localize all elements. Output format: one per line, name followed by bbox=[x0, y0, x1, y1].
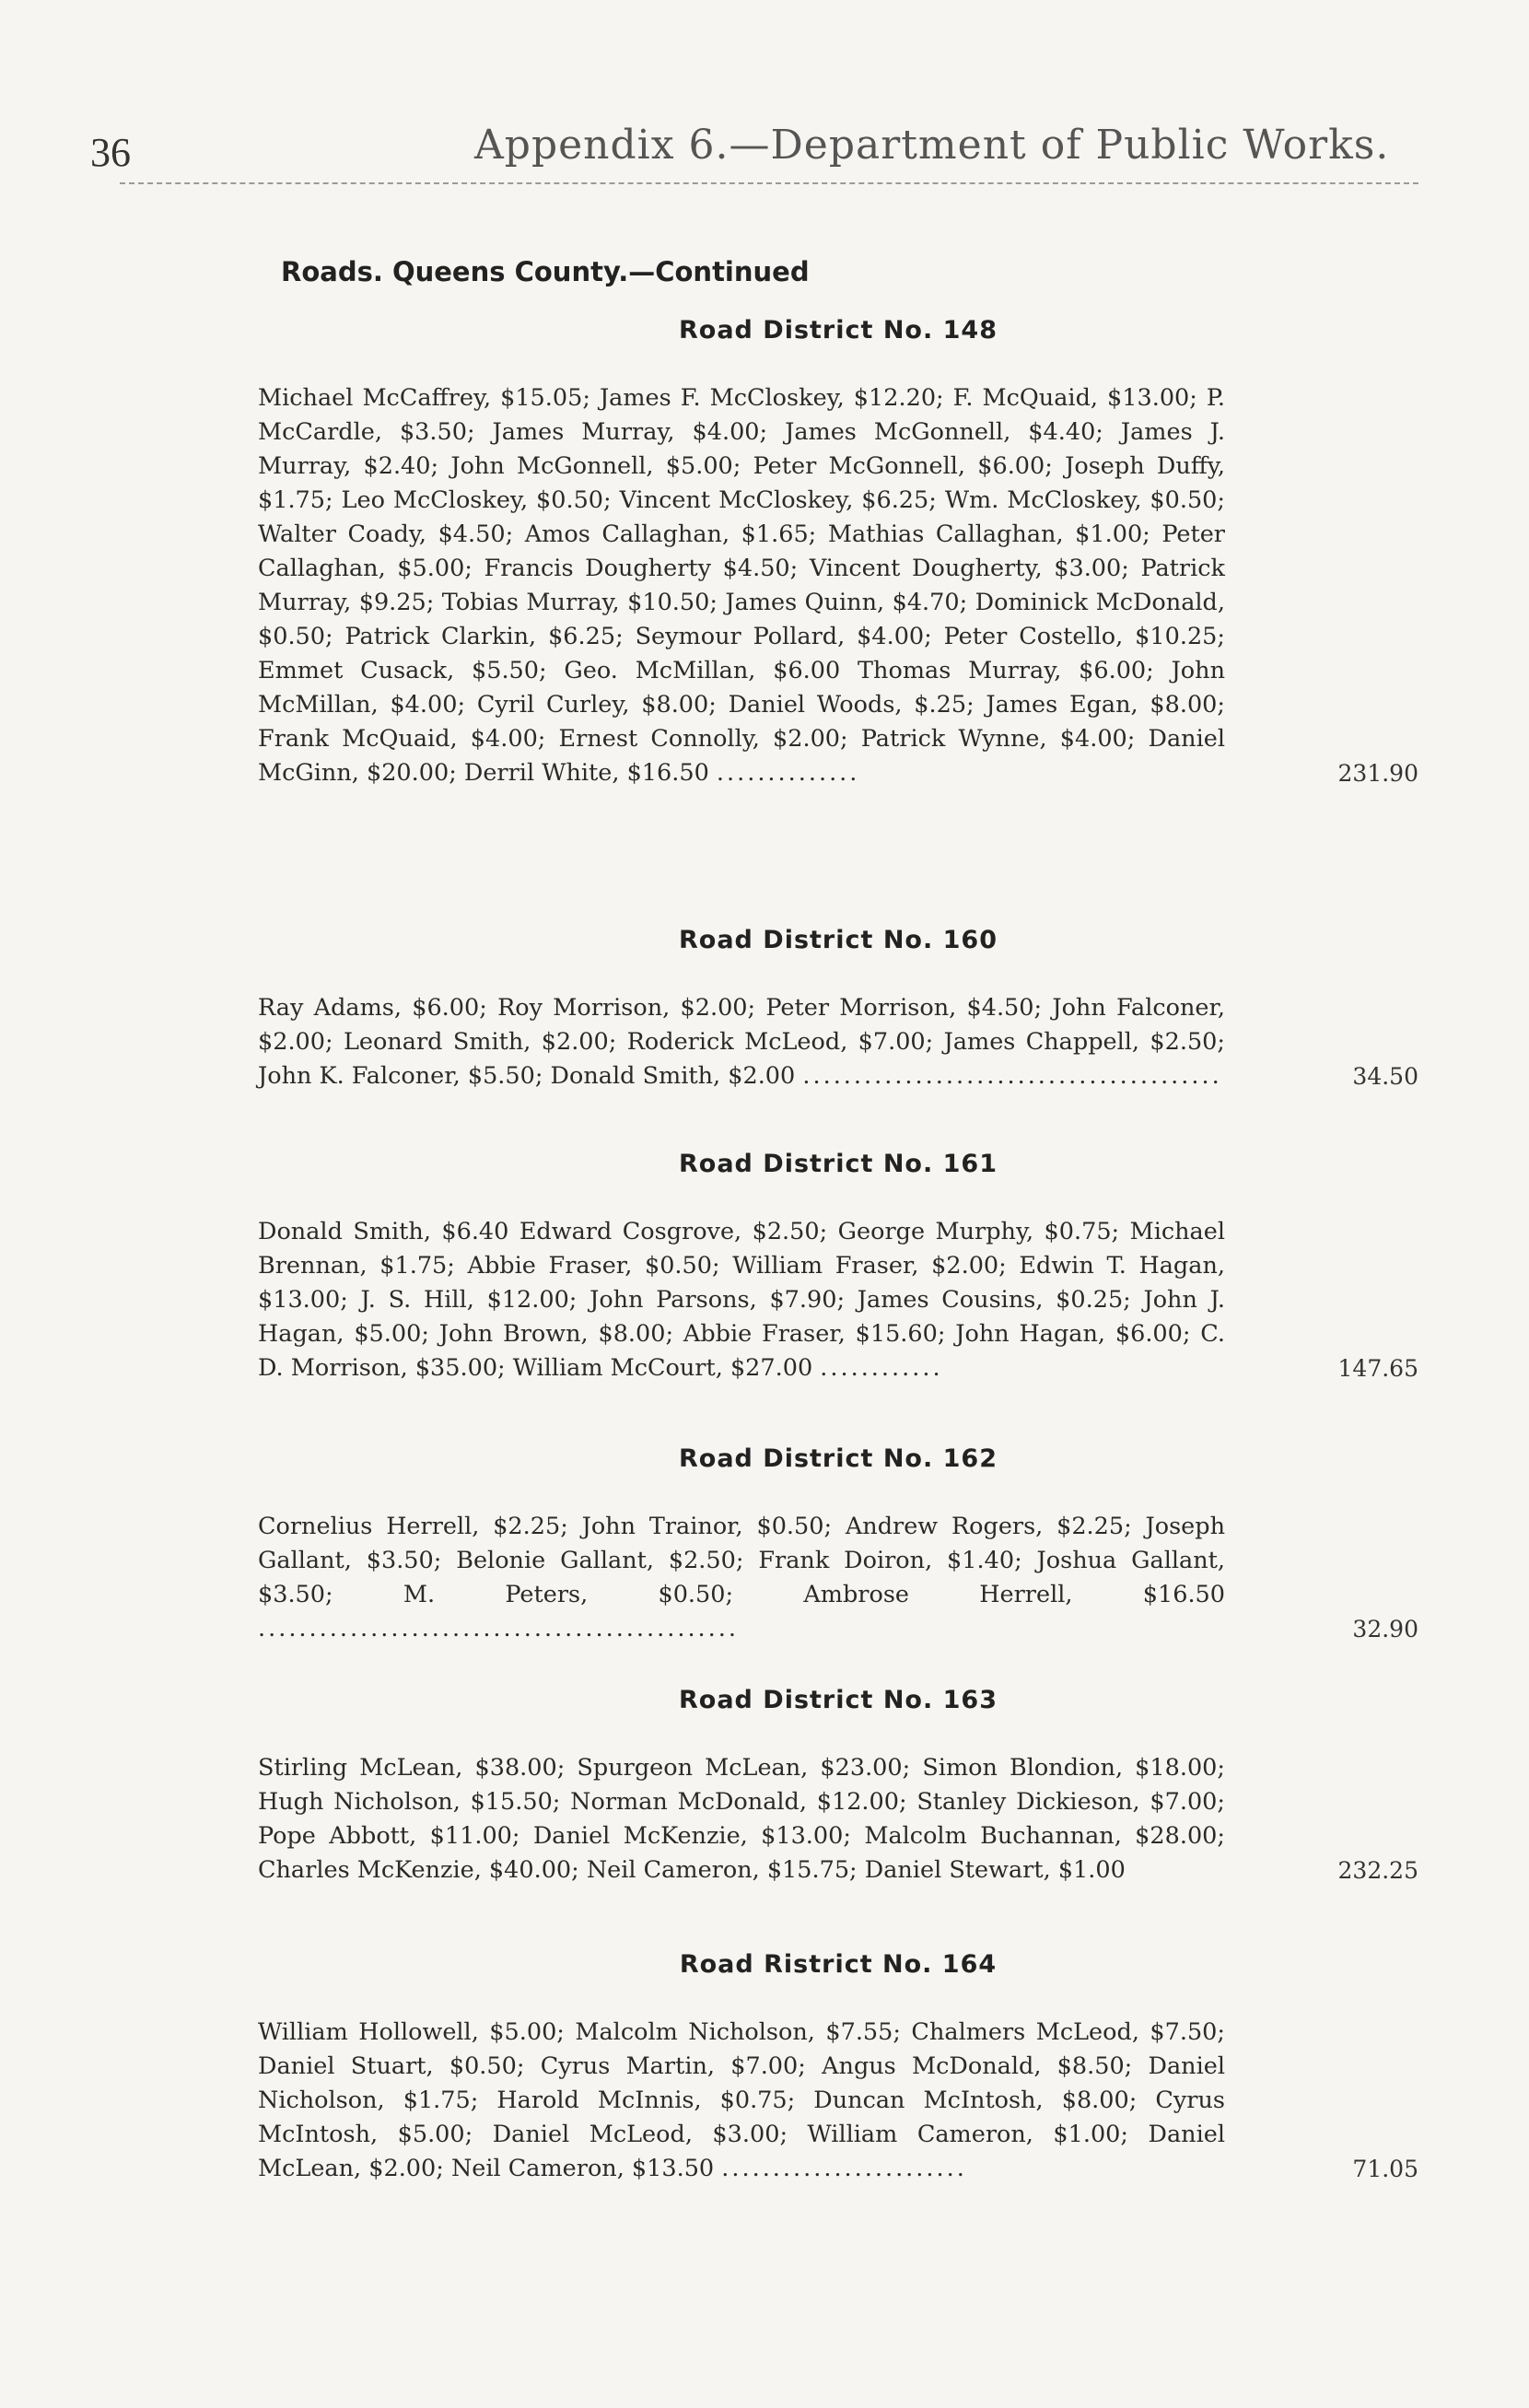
dot-leader: ........................ bbox=[721, 2155, 967, 2182]
district-payees-text bbox=[258, 1751, 1225, 1888]
section-title: Roads. Queens County.—Continued bbox=[281, 256, 810, 287]
district-total: 231.90 bbox=[1337, 760, 1418, 787]
payees-list: Ray Adams, $6.00; Roy Morrison, $2.00; Peter Morrison, $4.50; John Falconer, $2.00; Leonard Smith, $2.00; Roderick McLeod, $7.00; James Chappell, $2.50; John K. Falconer, $5.50; Donald Smith, $2.00 bbox=[258, 994, 1225, 1090]
district-total: 232.25 bbox=[1337, 1857, 1418, 1884]
dot-leader: .............. bbox=[716, 759, 860, 787]
running-head: Appendix 6.—Department of Public Works. bbox=[474, 122, 1390, 169]
district-entry bbox=[258, 2016, 1418, 2186]
payees-list: William Hollowell, $5.00; Malcolm Nicholson, $7.55; Chalmers McLeod, $7.50; Daniel Stuart, $0.50; Cyrus Martin, $7.00; Angus McDonald, $8.50; Daniel Nicholson, $1.75; Harold McInnis, $0.75; Duncan McIntosh, $8.00; Cyrus McIntosh, $5.00; Daniel McLeod, $3.00; William Cameron, $1.00; Daniel McLean, $2.00; Neil Cameron, $13.50 bbox=[258, 2018, 1225, 2182]
district-161 bbox=[258, 1150, 1418, 1385]
district-163 bbox=[258, 1686, 1418, 1888]
dot-leader: ............ bbox=[820, 1354, 943, 1382]
district-payees-text bbox=[258, 2016, 1225, 2186]
district-total: 34.50 bbox=[1352, 1063, 1418, 1090]
district-entry bbox=[258, 1751, 1418, 1888]
district-heading: Road District No. 148 bbox=[679, 316, 998, 345]
district-heading: Road Ristrict No. 164 bbox=[679, 1950, 998, 1979]
district-entry bbox=[258, 1510, 1418, 1646]
payees-list: Michael McCaffrey, $15.05; James F. McCloskey, $12.20; F. McQuaid, $13.00; P. McCardle, $3.50; James Murray, $4.00; James McGonnell, $4.40; James J. Murray, $2.40; John McGonnell, $5.00; Peter McGonnell, $6.00; Joseph Duffy, $1.75; Leo McCloskey, $0.50; Vincent McCloskey, $6.25; Wm. McCloskey, $0.50; Walter Coady, $4.50; Amos Callaghan, $1.65; Mathias Callaghan, $1.00; Peter Callaghan, $5.00; Francis Dougherty $4.50; Vincent Dougherty, $3.00; Patrick Murray, $9.25; Tobias Murray, $10.50; James Quinn, $4.70; Dominick McDonald, $0.50; Patrick Clarkin, $6.25; Seymour Pollard, $4.00; Peter Costello, $10.25; Emmet Cusack, $5.50; Geo. McMillan, $6.00 Thomas Murray, $6.00; John McMillan, $4.00; Cyril Curley, $8.00; Daniel Woods, $.25; James Egan, $8.00; Frank McQuaid, $4.00; Ernest Connolly, $2.00; Patrick Wynne, $4.00; Daniel McGinn, $20.00; Derril White, $16.50 bbox=[258, 384, 1225, 787]
district-148 bbox=[258, 316, 1418, 790]
payees-list: Donald Smith, $6.40 Edward Cosgrove, $2.50; George Murphy, $0.75; Michael Brennan, $1.75; Abbie Fraser, $0.50; William Fraser, $2.00; Edwin T. Hagan, $13.00; J. S. Hill, $12.00; John Parsons, $7.90; James Cousins, $0.25; John J. Hagan, $5.00; John Brown, $8.00; Abbie Fraser, $15.60; John Hagan, $6.00; C. D. Morrison, $35.00; William McCourt, $27.00 bbox=[258, 1218, 1225, 1382]
district-total: 71.05 bbox=[1352, 2156, 1418, 2182]
dot-leader: ......................................... bbox=[802, 1062, 1222, 1090]
district-heading: Road District No. 160 bbox=[679, 926, 998, 954]
page-number: 36 bbox=[90, 130, 131, 175]
district-payees-text bbox=[258, 1215, 1225, 1385]
district-162 bbox=[258, 1444, 1418, 1646]
district-entry bbox=[258, 381, 1418, 790]
district-payees-text bbox=[258, 1510, 1225, 1646]
dot-leader: ............................................... bbox=[258, 1615, 739, 1642]
payees-list: Cornelius Herrell, $2.25; John Trainor, $0.50; Andrew Rogers, $2.25; Joseph Gallant, $3.50; Belonie Gallant, $2.50; Frank Doiron, $1.40; Joshua Gallant, $3.50; M. Peters, $0.50; Ambrose Herrell, $16.50 bbox=[258, 1513, 1225, 1608]
district-total: 32.90 bbox=[1352, 1616, 1418, 1642]
header-rule bbox=[120, 182, 1418, 184]
district-total: 147.65 bbox=[1337, 1355, 1418, 1382]
district-entry bbox=[258, 991, 1418, 1093]
district-160 bbox=[258, 926, 1418, 1093]
district-entry bbox=[258, 1215, 1418, 1385]
district-heading: Road District No. 163 bbox=[679, 1686, 998, 1714]
district-payees-text bbox=[258, 381, 1225, 790]
district-164 bbox=[258, 1950, 1418, 2186]
district-heading: Road District No. 162 bbox=[679, 1444, 998, 1473]
district-payees-text bbox=[258, 991, 1225, 1093]
district-heading: Road District No. 161 bbox=[679, 1150, 998, 1178]
payees-list: Stirling McLean, $38.00; Spurgeon McLean, $23.00; Simon Blondion, $18.00; Hugh Nicholson, $15.50; Norman McDonald, $12.00; Stanley Dickieson, $7.00; Pope Abbott, $11.00; Daniel McKenzie, $13.00; Malcolm Buchannan, $28.00; Charles McKenzie, $40.00; Neil Cameron, $15.75; Daniel Stewart, $1.00 bbox=[258, 1754, 1225, 1884]
